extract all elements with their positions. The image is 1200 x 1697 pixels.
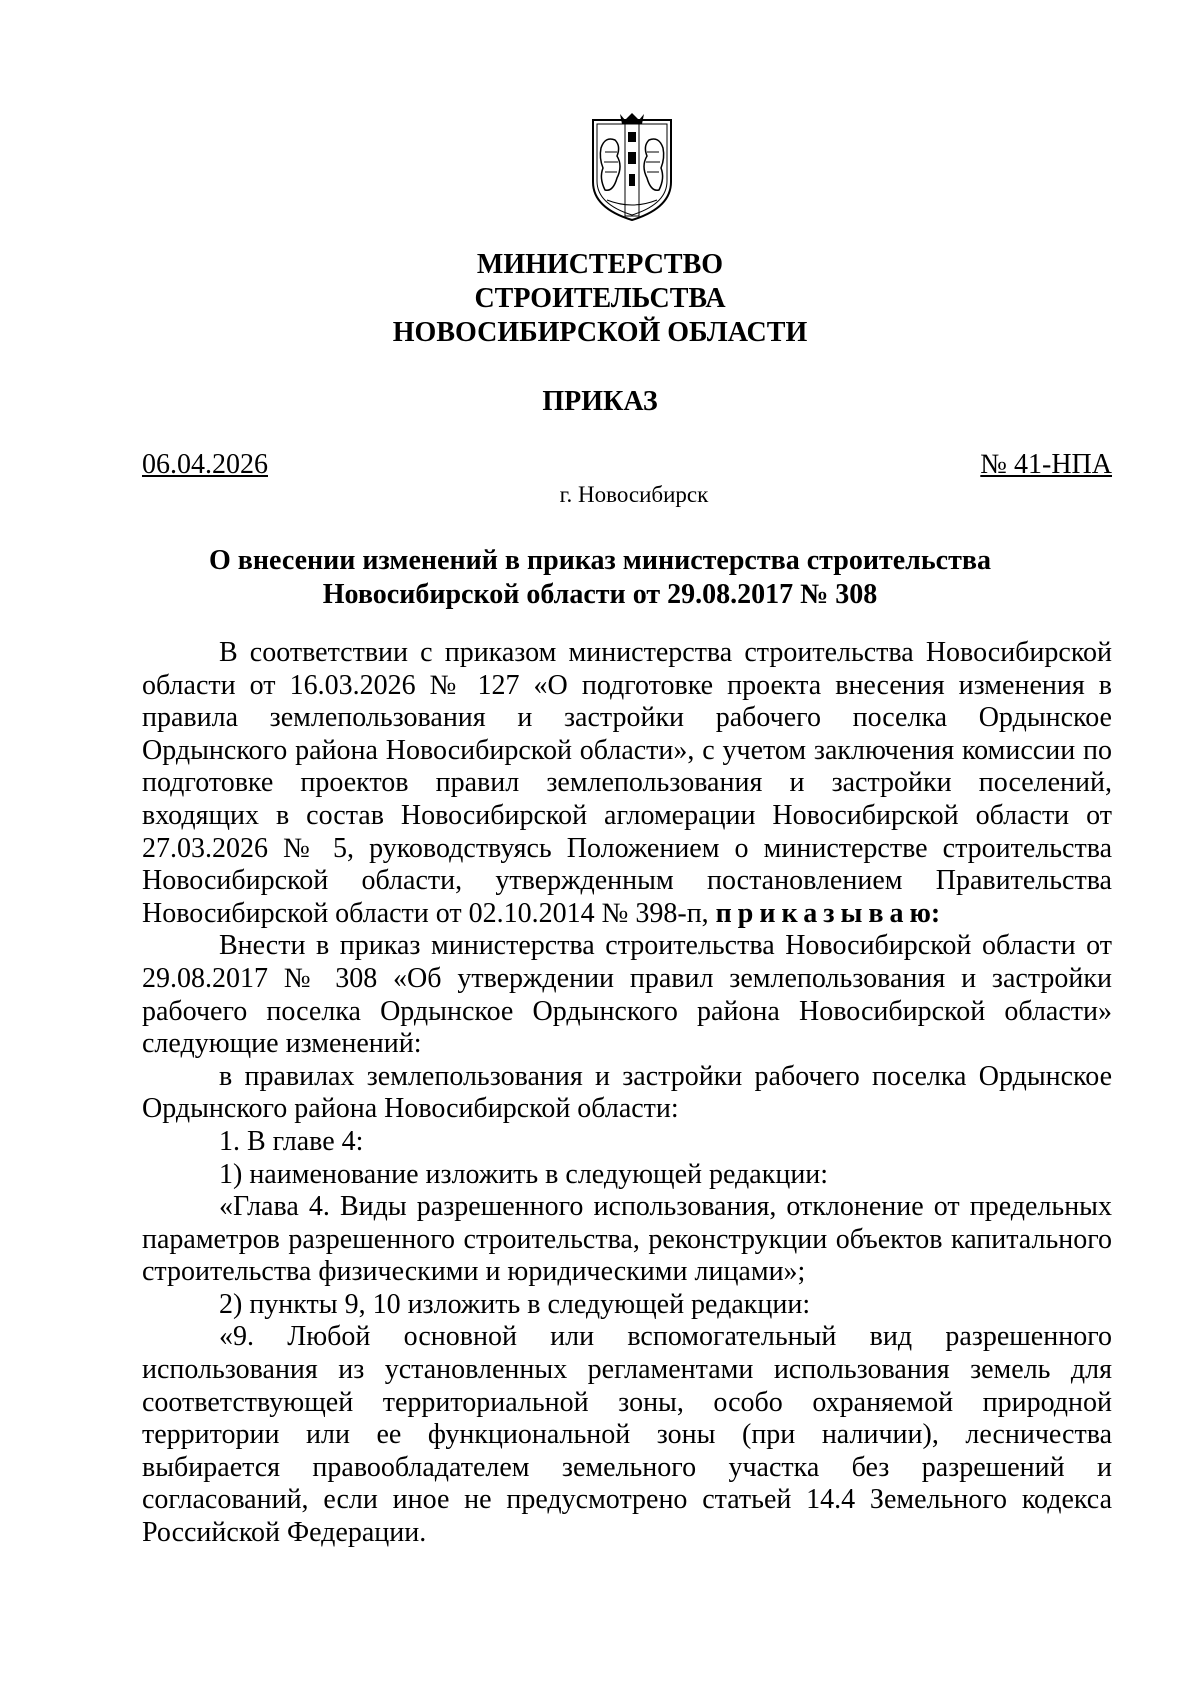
novosibirsk-coat-of-arms-icon [587, 112, 677, 224]
paragraph-item-2: 2) пункты 9, 10 изложить в следующей редакции: [219, 1288, 811, 1320]
paragraph-point-9: «9. Любой основной или вспомогательный вид разрешенного использования из установленных регламентами использования земель для соответствующей территориальной зоны, особо охраняемой природной территории или ее функциональной зоны (при наличии), лесничества выбирается правообладателем земельного участка без разрешений и согласований, если иное не предусмотрено статьей 14.4 Земельного кодекса Российской Федерации. [142, 1321, 1112, 1549]
paragraph-item-1: 1) наименование изложить в следующей редакции: [219, 1158, 829, 1190]
paragraph-amend: Внести в приказ министерства строительства Новосибирской области от 29.08.2017 № 308 «Об утверждении правил землепользования и застройки рабочего поселка Ордынское Ордынского района Новосибирской области» следующие изменений: [142, 930, 1112, 1060]
paragraph-chapter: 1. В главе 4: [219, 1125, 364, 1157]
ministry-line-3: НОВОСИБИРСКОЙ ОБЛАСТИ [392, 317, 808, 348]
order-verb-end: ю: [909, 897, 941, 929]
order-number: № 41-НПА [980, 449, 1112, 480]
preamble-paragraph [142, 637, 1112, 930]
ministry-line-1: МИНИСТЕРСТВО [476, 249, 724, 280]
paragraph-chapter-title: «Глава 4. Виды разрешенного использования, отклонение от предельных параметров разрешенного строительства, реконструкции объектов капитального строительства физическими и юридическими лицами»; [142, 1191, 1112, 1288]
order-subject [0, 544, 1200, 612]
subject-line-1: О внесении изменений в приказ министерства строительства [209, 545, 991, 576]
city: г. Новосибирск [559, 482, 709, 507]
order-date: 06.04.2026 [142, 449, 268, 480]
document-body [142, 637, 1112, 1550]
order-verb [716, 898, 941, 929]
ministry-name [0, 248, 1200, 350]
paragraph-rules: в правилах землепользования и застройки рабочего поселка Ордынское Ордынского района Новосибирской области: [142, 1060, 1112, 1125]
preamble-text: В соответствии с приказом министерства строительства Новосибирской области от 16.03.2026 № 127 «О подготовке проекта внесения изменения в правила землепользования и застройки рабочего поселка Ордынское Ордынского района Новосибирской области», с учетом заключения комиссии по подготовке проектов правил землепользования и застройки поселений, входящих в состав Новосибирской агломерации Новосибирской области от 27.03.2026 № 5, руководствуясь Положением о министерстве строительства Новосибирской области, утвержденным постановлением Правительства Новосибирской области от 02.10.2014 № 398-п, [142, 637, 1112, 929]
ministry-line-2: СТРОИТЕЛЬСТВА [474, 283, 726, 314]
document-type: ПРИКАЗ [542, 386, 658, 417]
order-verb-spaced: приказыва [715, 897, 910, 929]
subject-line-2: Новосибирской области от 29.08.2017 № 308 [322, 579, 878, 610]
